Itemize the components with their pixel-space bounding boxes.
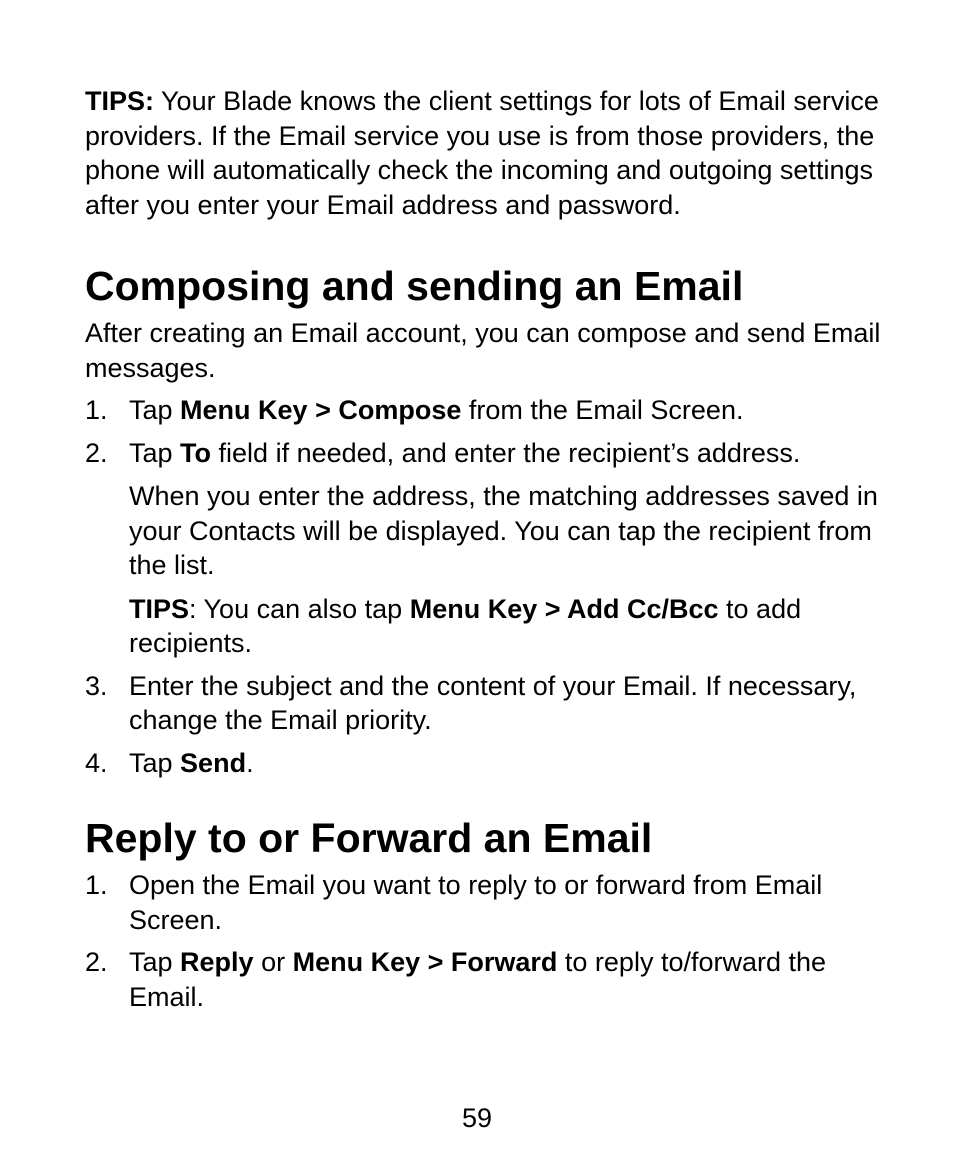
step-tip — [129, 592, 905, 661]
step-text — [129, 945, 905, 1014]
page-number: 59 — [461, 1103, 493, 1133]
compose-step-4 — [85, 746, 905, 781]
step-text-part: from the Email Screen. — [461, 395, 744, 425]
compose-step-2 — [85, 436, 905, 661]
tip-text-part: : You can also tap — [189, 593, 410, 624]
compose-step-1 — [85, 393, 905, 428]
step-text-part: to reply to/forward the Email. — [129, 947, 827, 1012]
step-number: 3. — [85, 670, 108, 701]
step-number: 1. — [85, 870, 108, 900]
step-number: 2. — [85, 437, 108, 468]
tips-text: Your Blade knows the client settings for lots of Email service providers. If the Email service you use is from those providers, the phone will automatically check the incoming and outgoing settings after you enter your Email address and password. — [85, 86, 879, 220]
step-number: 2. — [85, 947, 108, 977]
tips-label: TIPS: — [85, 86, 155, 116]
reply-steps — [85, 868, 905, 1014]
step-bold-term: To — [180, 437, 212, 468]
step-detail: When you enter the address, the matching addresses saved in your Contacts will be displayed. You can tap the recipient from the list. — [129, 481, 878, 580]
compose-step-3 — [85, 669, 905, 738]
tip-bold-term: Menu Key > Add Cc/Bcc — [409, 593, 719, 624]
step-number: 1. — [85, 395, 108, 425]
step-text — [129, 393, 905, 428]
section-heading-compose: Composing and sending an Email — [85, 263, 744, 309]
step-bold-term: Menu Key > Forward — [292, 947, 558, 977]
step-bold-term: Reply — [180, 947, 254, 977]
reply-step-1 — [85, 868, 905, 937]
reply-step-2 — [85, 945, 905, 1014]
step-bold-term: Send — [180, 747, 247, 778]
step-number: 4. — [85, 747, 108, 778]
manual-page — [85, 84, 905, 1022]
step-text-part: Tap — [129, 437, 181, 468]
tips-paragraph — [85, 84, 905, 222]
tip-label: TIPS — [129, 593, 190, 624]
step-text-part: Tap — [129, 947, 181, 977]
step-text — [129, 436, 905, 471]
step-text-part: Tap — [129, 747, 181, 778]
tip-text-part: to add recipients. — [129, 593, 802, 658]
step-bold-term: Menu Key > Compose — [180, 395, 462, 425]
compose-intro: After creating an Email account, you can compose and send Email messages. — [85, 318, 881, 383]
step-text-part: field if needed, and enter the recipient’s address. — [211, 437, 801, 468]
step-text: Enter the subject and the content of your Email. If necessary, change the Email priority. — [129, 670, 857, 735]
step-text — [129, 746, 905, 781]
step-text-part: Tap — [129, 395, 181, 425]
step-text: Open the Email you want to reply to or forward from Email Screen. — [129, 870, 823, 935]
section-heading-reply: Reply to or Forward an Email — [85, 815, 653, 861]
compose-steps — [85, 393, 905, 780]
step-text-part: or — [253, 947, 293, 977]
step-text-part: . — [246, 747, 254, 778]
